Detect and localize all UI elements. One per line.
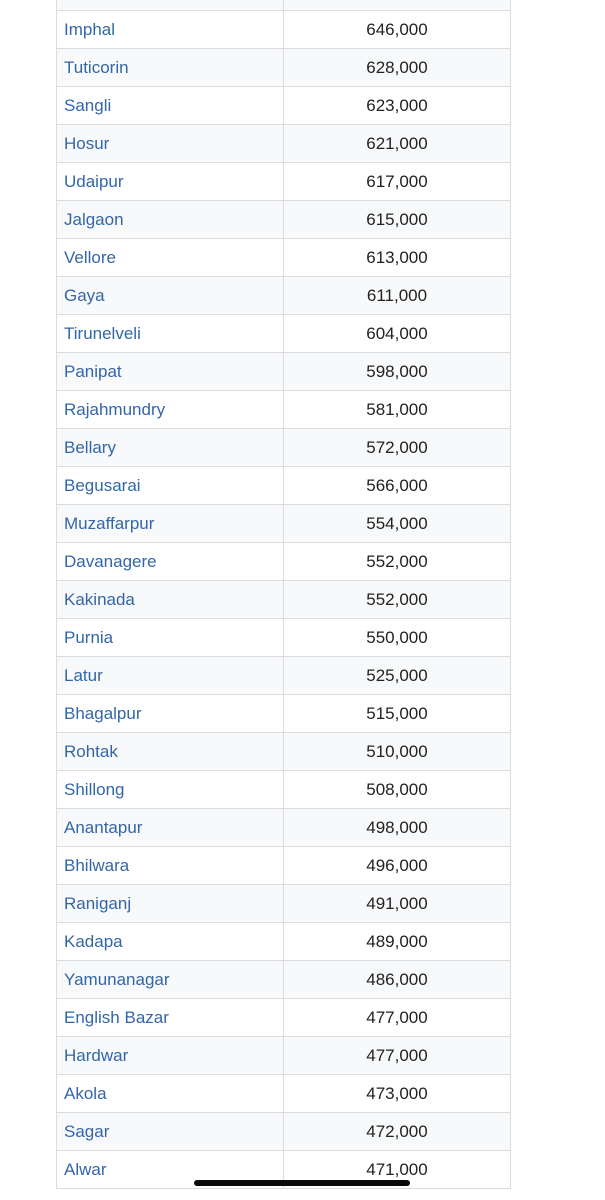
population-cell: 472,000	[284, 1113, 511, 1151]
table-row	[57, 87, 511, 125]
table-row	[57, 1075, 511, 1113]
city-cell	[57, 239, 284, 277]
city-cell	[57, 11, 284, 49]
city-cell	[57, 429, 284, 467]
city-link[interactable]: Purnia	[64, 627, 114, 647]
table-row	[57, 429, 511, 467]
table-row	[57, 201, 511, 239]
table-row	[57, 239, 511, 277]
city-link[interactable]: Latur	[64, 665, 103, 685]
city-link[interactable]: Kakinada	[64, 589, 135, 609]
population-cell: 489,000	[284, 923, 511, 961]
city-link[interactable]: Udaipur	[64, 171, 124, 191]
city-cell	[57, 1113, 284, 1151]
city-cell	[57, 733, 284, 771]
city-link[interactable]: Tuticorin	[64, 57, 129, 77]
table-row	[57, 163, 511, 201]
table-row	[57, 733, 511, 771]
city-cell	[57, 163, 284, 201]
population-cell: 613,000	[284, 239, 511, 277]
city-cell	[57, 353, 284, 391]
table-row	[57, 49, 511, 87]
table-row	[57, 277, 511, 315]
population-cell: 486,000	[284, 961, 511, 999]
population-cell: 515,000	[284, 695, 511, 733]
city-cell	[57, 1075, 284, 1113]
city-cell	[57, 277, 284, 315]
population-cell: 477,000	[284, 1037, 511, 1075]
population-cell: 628,000	[284, 49, 511, 87]
table-body	[57, 0, 511, 1189]
population-cell: 572,000	[284, 429, 511, 467]
city-cell	[57, 467, 284, 505]
city-link[interactable]: Bhilwara	[64, 855, 130, 875]
city-link[interactable]: Anantapur	[64, 817, 143, 837]
table-row	[57, 961, 511, 999]
city-link[interactable]: Vellore	[64, 247, 116, 267]
population-cell: 508,000	[284, 771, 511, 809]
population-cell: 473,000	[284, 1075, 511, 1113]
population-cell: 471,000	[284, 1151, 511, 1189]
population-cell: 550,000	[284, 619, 511, 657]
city-cell	[57, 809, 284, 847]
table-row	[57, 657, 511, 695]
city-cell	[57, 0, 284, 11]
city-population-table-container[interactable]	[56, 0, 510, 1189]
table-row	[57, 0, 511, 11]
population-cell: 621,000	[284, 125, 511, 163]
population-cell: 646,000	[284, 11, 511, 49]
population-cell	[284, 0, 511, 11]
city-link[interactable]: Shillong	[64, 779, 125, 799]
table-row	[57, 315, 511, 353]
home-indicator-bar[interactable]	[194, 1180, 410, 1186]
city-link[interactable]: Sagar	[64, 1121, 110, 1141]
population-cell: 491,000	[284, 885, 511, 923]
city-cell	[57, 201, 284, 239]
city-cell	[57, 581, 284, 619]
population-cell: 496,000	[284, 847, 511, 885]
city-link[interactable]: Panipat	[64, 361, 122, 381]
table-row	[57, 353, 511, 391]
city-link[interactable]: Jalgaon	[64, 209, 124, 229]
table-row	[57, 809, 511, 847]
city-cell	[57, 49, 284, 87]
city-link[interactable]: Alwar	[64, 1159, 107, 1179]
city-cell	[57, 771, 284, 809]
city-cell	[57, 543, 284, 581]
city-link[interactable]: English Bazar	[64, 1007, 169, 1027]
population-cell: 525,000	[284, 657, 511, 695]
population-cell: 552,000	[284, 581, 511, 619]
city-cell	[57, 125, 284, 163]
table-row	[57, 999, 511, 1037]
population-cell: 611,000	[284, 277, 511, 315]
city-link[interactable]: Muzaffarpur	[64, 513, 155, 533]
table-row	[57, 923, 511, 961]
city-cell	[57, 999, 284, 1037]
city-cell	[57, 1037, 284, 1075]
table-row	[57, 505, 511, 543]
city-cell	[57, 315, 284, 353]
city-link[interactable]: Rajahmundry	[64, 399, 166, 419]
city-link[interactable]: Raniganj	[64, 893, 132, 913]
population-cell: 477,000	[284, 999, 511, 1037]
city-cell	[57, 847, 284, 885]
population-cell: 604,000	[284, 315, 511, 353]
city-cell	[57, 505, 284, 543]
city-link[interactable]: Rohtak	[64, 741, 118, 761]
city-link[interactable]: Hardwar	[64, 1045, 129, 1065]
table-row	[57, 581, 511, 619]
city-link[interactable]: Kadapa	[64, 931, 123, 951]
city-link[interactable]: Yamunanagar	[64, 969, 170, 989]
city-cell	[57, 885, 284, 923]
city-cell	[57, 657, 284, 695]
table-row	[57, 125, 511, 163]
population-cell: 615,000	[284, 201, 511, 239]
city-link[interactable]: Imphal	[64, 19, 116, 39]
table-row	[57, 467, 511, 505]
table-row	[57, 1037, 511, 1075]
city-link[interactable]: Begusarai	[64, 475, 141, 495]
population-cell: 598,000	[284, 353, 511, 391]
city-cell	[57, 391, 284, 429]
city-link[interactable]: Davanagere	[64, 551, 157, 571]
population-cell: 623,000	[284, 87, 511, 125]
city-cell	[57, 961, 284, 999]
table-row	[57, 619, 511, 657]
city-link[interactable]: Hosur	[64, 133, 110, 153]
population-cell: 552,000	[284, 543, 511, 581]
population-cell: 498,000	[284, 809, 511, 847]
city-link[interactable]: Gaya	[64, 285, 105, 305]
table-row	[57, 11, 511, 49]
table-row	[57, 847, 511, 885]
population-cell: 566,000	[284, 467, 511, 505]
city-cell	[57, 923, 284, 961]
table-row	[57, 1113, 511, 1151]
population-cell: 617,000	[284, 163, 511, 201]
population-cell: 554,000	[284, 505, 511, 543]
city-cell	[57, 695, 284, 733]
table-row	[57, 391, 511, 429]
city-cell	[57, 619, 284, 657]
city-link[interactable]: Bellary	[64, 437, 116, 457]
table-row	[57, 543, 511, 581]
city-link[interactable]: Bhagalpur	[64, 703, 142, 723]
city-link[interactable]: Sangli	[64, 95, 112, 115]
population-cell: 581,000	[284, 391, 511, 429]
population-cell: 510,000	[284, 733, 511, 771]
table-row	[57, 771, 511, 809]
table-row	[57, 885, 511, 923]
city-cell	[57, 87, 284, 125]
table-row	[57, 695, 511, 733]
city-link[interactable]: Tirunelveli	[64, 323, 141, 343]
city-population-table	[56, 0, 511, 1189]
city-link[interactable]: Akola	[64, 1083, 107, 1103]
